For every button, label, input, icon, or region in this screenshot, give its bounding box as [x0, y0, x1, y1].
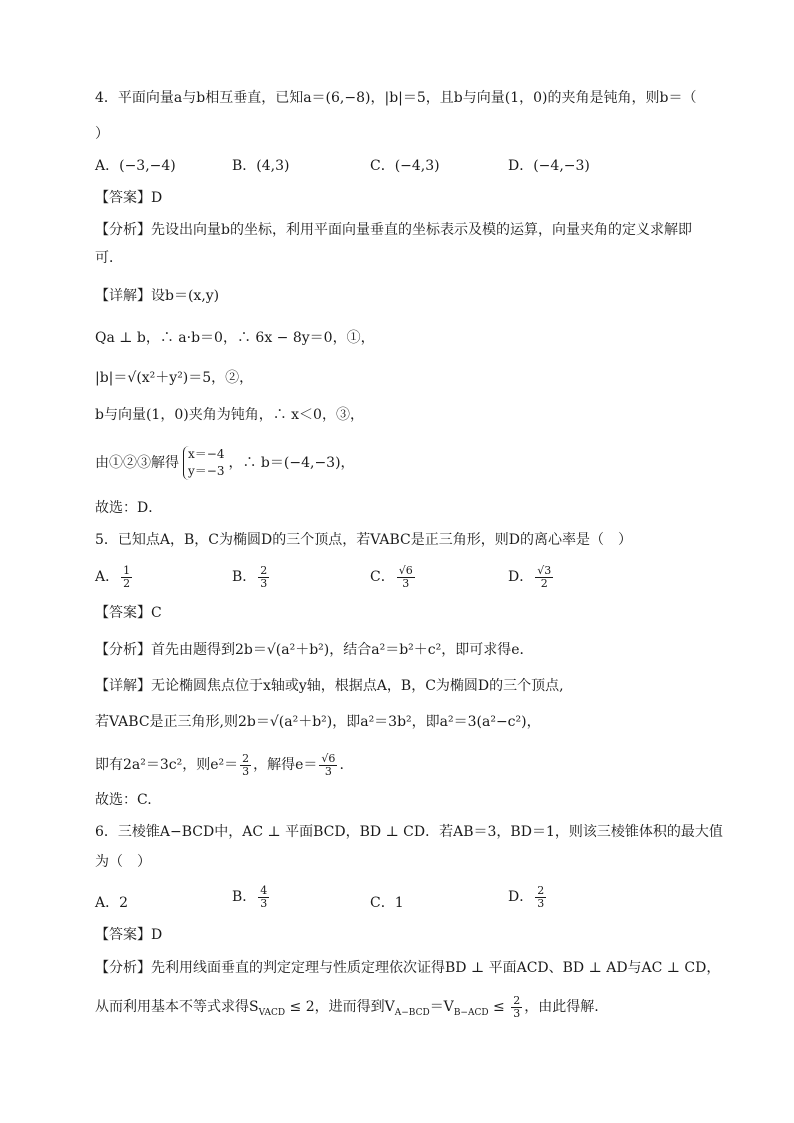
q5-detail-line3 — [95, 748, 344, 782]
fraction-numerator: √6 — [398, 563, 413, 577]
q4-option-c: C．(−4,3) — [370, 158, 440, 174]
q4-option-a: A．(−3,−4) — [95, 158, 176, 174]
q5-analysis: 【分析】首先由题得到2b＝√(a²＋b²)，结合a²＝b²＋c²，即可求得e． — [95, 642, 534, 658]
fraction-denominator: 3 — [537, 896, 545, 910]
q5-option-a-fraction — [121, 565, 132, 590]
q4-stem-line2: ） — [95, 126, 109, 142]
q5-option-b-fraction — [258, 565, 269, 590]
fraction-denominator: 2 — [540, 576, 548, 590]
fraction-numerator: 4 — [260, 883, 268, 897]
q4-option-d: D．(−4,−3) — [508, 158, 590, 174]
q6-option-c-value: 1 — [394, 895, 404, 911]
q6-option-a — [95, 888, 128, 918]
q5-option-b — [232, 562, 271, 592]
fraction-denominator: 3 — [260, 576, 268, 590]
q5-conclusion: 故选：C. — [95, 792, 152, 808]
q4-detail-line5-suffix: ，∴ b＝(−4,−3)， — [228, 455, 355, 471]
q5-detail-line3-mid: ，解得e＝ — [253, 757, 318, 773]
q6-analysis-line2-mid: ≤ 2，进而得到V — [285, 999, 395, 1015]
q6-subscript-abcd: A−BCD — [394, 1007, 430, 1018]
fraction-denominator: 3 — [260, 896, 268, 910]
q6-subscript-bacd: B−ACD — [453, 1007, 489, 1018]
q5-option-b-label: B． — [232, 569, 257, 585]
q6-analysis-line1: 【分析】先利用线面垂直的判定定理与性质定理依次证得BD ⊥ 平面ACD、BD ⊥ AD与AC ⊥ CD， — [95, 960, 721, 976]
q4-equation-system — [183, 446, 224, 480]
q6-stem-line1: 6．三棱锥A−BCD中，AC ⊥ 平面BCD，BD ⊥ CD．若AB＝3，BD＝1，则该三棱锥体积的最大值 — [95, 824, 723, 840]
q5-detail-line3-suffix: . — [339, 757, 344, 773]
q5-detail-fraction-1 — [240, 753, 251, 778]
q4-system-top: x＝−4 — [188, 447, 225, 461]
q6-option-a-value: 2 — [119, 895, 129, 911]
q5-option-c-label: C． — [370, 569, 395, 585]
q6-option-b — [232, 882, 271, 912]
q6-subscript-vacd: VACD — [258, 1007, 286, 1018]
q6-answer: 【答案】D — [95, 927, 163, 943]
q6-analysis-line2 — [95, 990, 599, 1030]
fraction-numerator: 2 — [537, 883, 545, 897]
q6-analysis-line2-suffix: ，由此得解. — [524, 999, 599, 1015]
q6-analysis-fraction — [511, 995, 522, 1020]
q4-detail-line5-prefix: 由①②③解得 — [95, 455, 179, 471]
q6-option-b-label: B． — [232, 889, 257, 905]
q6-option-d — [508, 882, 548, 912]
q5-detail-fraction-2 — [319, 753, 337, 778]
fraction-denominator: 3 — [402, 576, 410, 590]
fraction-denominator: 3 — [324, 764, 332, 778]
q6-option-c-label: C． — [370, 895, 395, 911]
q4-answer: 【答案】D — [95, 190, 163, 206]
fraction-numerator: 2 — [260, 563, 268, 577]
q4-stem-line1: 4．平面向量a与b相互垂直，已知a＝(6,−8)，|b|＝5，且b与向量(1，0)的夹角是钝角，则b＝（ — [95, 90, 697, 106]
q5-stem: 5．已知点A，B，C为椭圆D的三个顶点，若VABC是正三角形，则D的离心率是（ ） — [95, 532, 632, 548]
q5-option-d-label: D． — [508, 569, 534, 585]
q4-conclusion: 故选：D． — [95, 500, 163, 516]
q4-detail-line5 — [95, 444, 355, 482]
q5-answer: 【答案】C — [95, 605, 162, 621]
q5-option-d — [508, 562, 555, 592]
fraction-denominator: 2 — [123, 576, 131, 590]
q4-detail-line3: |b|＝√(x²＋y²)＝5，②， — [95, 370, 254, 386]
q4-detail-line2: Qa ⊥ b，∴ a·b＝0，∴ 6x − 8y＝0，①， — [95, 330, 375, 346]
q6-analysis-line2-prefix: 从而利用基本不等式求得S — [95, 999, 259, 1015]
q5-option-c-fraction — [397, 565, 415, 590]
fraction-denominator: 3 — [242, 764, 250, 778]
q4-analysis-line2: 可． — [95, 250, 123, 266]
q5-detail-line2: 若VABC是正三角形,则2b＝√(a²＋b²)，即a²＝3b²，即a²＝3(a²−c²)， — [95, 714, 541, 730]
q6-analysis-line2-eq: ＝V — [429, 999, 454, 1015]
fraction-numerator: √3 — [537, 563, 552, 577]
q5-detail-line1: 【详解】无论椭圆焦点位于x轴或y轴，根据点A，B，C为椭圆D的三个顶点, — [95, 678, 564, 694]
q5-option-a-label: A． — [95, 569, 120, 585]
fraction-numerator: 1 — [123, 563, 131, 577]
fraction-numerator: √6 — [321, 751, 336, 765]
q6-option-d-fraction — [535, 885, 546, 910]
q6-option-c — [370, 888, 404, 918]
q6-option-b-fraction — [258, 885, 269, 910]
q4-detail-line1: 【详解】设b＝(x,y) — [95, 288, 220, 304]
q5-option-c — [370, 562, 417, 592]
q5-detail-line3-prefix: 即有2a²＝3c²，则e²＝ — [95, 757, 239, 773]
q4-option-b: B．(4,3) — [232, 158, 290, 174]
q6-stem-line2: 为（ ） — [95, 854, 151, 870]
q6-analysis-line2-le: ≤ — [488, 999, 510, 1015]
fraction-numerator: 2 — [242, 751, 250, 765]
q4-system-bottom: y＝−3 — [188, 464, 225, 478]
q5-option-d-fraction — [535, 565, 553, 590]
fraction-denominator: 3 — [513, 1006, 521, 1020]
q5-option-a — [95, 562, 134, 592]
fraction-numerator: 2 — [513, 993, 521, 1007]
q4-analysis-line1: 【分析】先设出向量b的坐标，利用平面向量垂直的坐标表示及模的运算，向量夹角的定义求解即 — [95, 222, 692, 238]
q6-option-a-label: A． — [95, 895, 120, 911]
q4-detail-line4: b与向量(1，0)夹角为钝角，∴ x＜0，③， — [95, 407, 364, 423]
q6-option-d-label: D． — [508, 889, 534, 905]
